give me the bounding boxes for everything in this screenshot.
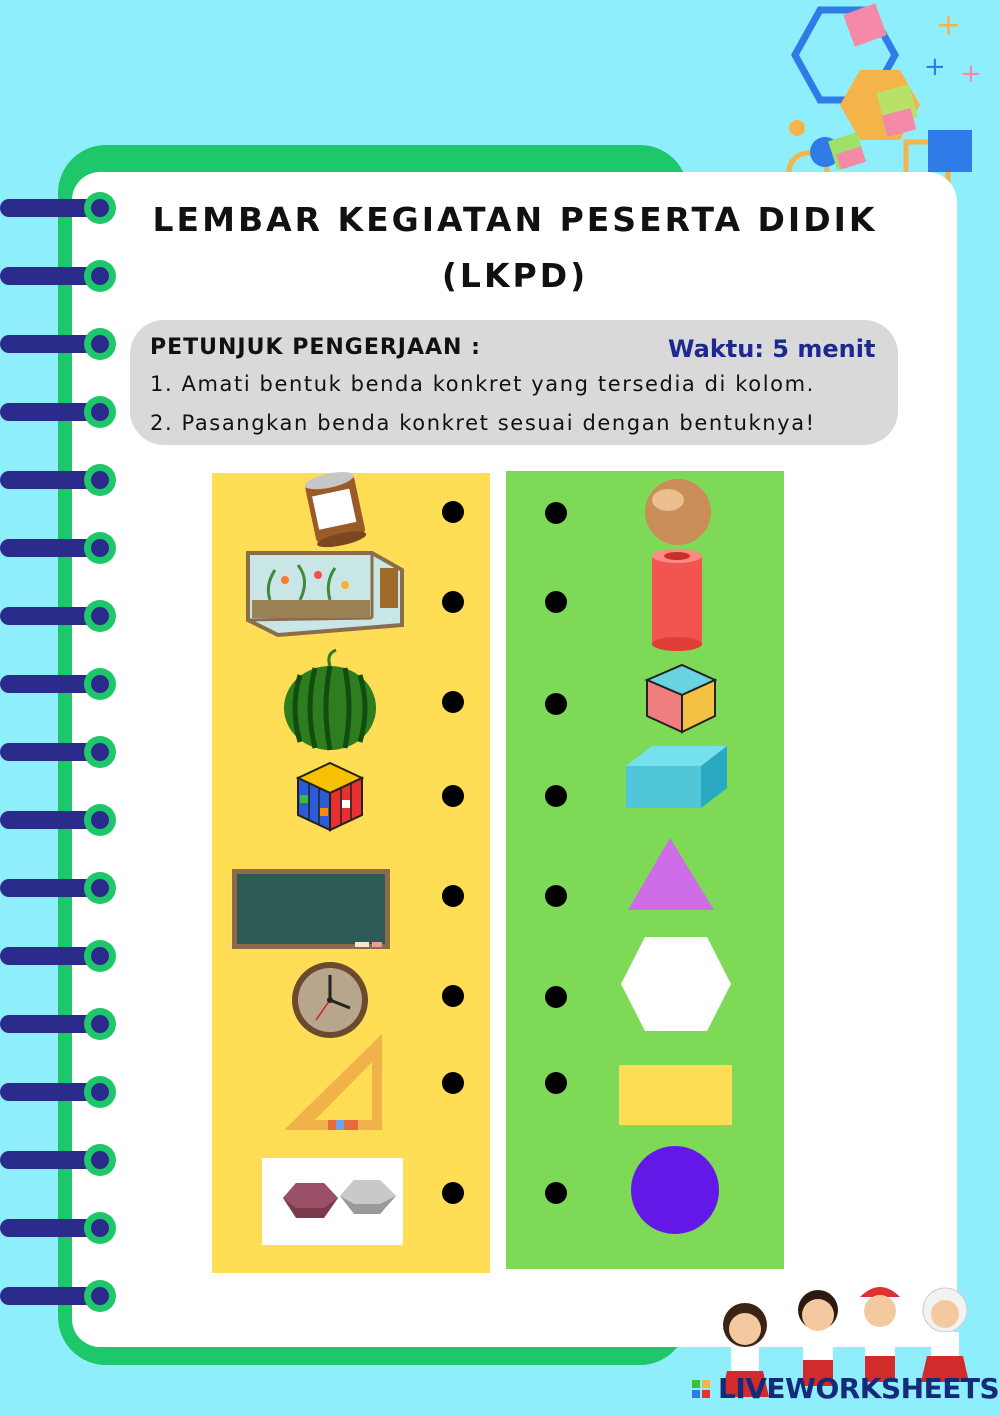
circle-shape (631, 1146, 719, 1234)
svg-text:+: + (936, 8, 962, 43)
spiral-hole-center (91, 267, 109, 285)
brand-label: LIVEWORKSHEETS (718, 1372, 999, 1405)
time-limit: Waktu: 5 menit (668, 335, 876, 363)
spiral-hole-center (91, 811, 109, 829)
rubiks-cube-image (298, 763, 362, 830)
left-dot-1[interactable] (442, 501, 464, 523)
page-title: LEMBAR KEGIATAN PESERTA DIDIK (152, 200, 878, 239)
left-dot-4[interactable] (442, 785, 464, 807)
spiral-hole-center (91, 403, 109, 421)
spiral-hole-center (91, 1151, 109, 1169)
liveworksheets-logo-icon (692, 1380, 710, 1398)
left-dot-6[interactable] (442, 985, 464, 1007)
spiral-hole-center (91, 1219, 109, 1237)
spiral-hole-center (91, 675, 109, 693)
right-dot-1[interactable] (545, 502, 567, 524)
instruction-step-2: 2. Pasangkan benda konkret sesuai dengan bentuknya! (150, 411, 816, 435)
spiral-hole-center (91, 879, 109, 897)
right-dot-2[interactable] (545, 591, 567, 613)
spiral-hole-center (91, 607, 109, 625)
left-dot-2[interactable] (442, 591, 464, 613)
svg-text:+: + (924, 52, 946, 82)
left-dot-5[interactable] (442, 885, 464, 907)
decorative-shapes (789, 3, 982, 191)
paving-block-image (262, 1158, 403, 1245)
left-dot-3[interactable] (442, 691, 464, 713)
page-subtitle: (LKPD) (441, 256, 589, 295)
right-dot-5[interactable] (545, 885, 567, 907)
spiral-hole-center (91, 539, 109, 557)
right-dot-7[interactable] (545, 1072, 567, 1094)
rectangle-shape (619, 1065, 732, 1125)
blackboard-image (232, 869, 390, 949)
spiral-hole-center (91, 199, 109, 217)
spiral-hole-center (91, 1083, 109, 1101)
cuboid-shape (626, 746, 727, 808)
spiral-hole-center (91, 743, 109, 761)
aquarium-image (248, 553, 402, 635)
cylinder-shape (652, 549, 702, 651)
instruction-step-1: 1. Amati bentuk benda konkret yang tersedia di kolom. (150, 372, 815, 396)
spiral-hole-center (91, 1287, 109, 1305)
right-column (506, 471, 784, 1269)
instruction-heading: PETUNJUK PENGERJAAN : (150, 335, 481, 360)
svg-text:+: + (960, 59, 982, 89)
left-dot-7[interactable] (442, 1072, 464, 1094)
wall-clock-image (292, 962, 368, 1038)
right-dot-6[interactable] (545, 986, 567, 1008)
right-dot-8[interactable] (545, 1182, 567, 1204)
left-dot-8[interactable] (442, 1182, 464, 1204)
spiral-hole-center (91, 335, 109, 353)
spiral-hole-center (91, 947, 109, 965)
right-dot-3[interactable] (545, 693, 567, 715)
sphere-shape (645, 479, 711, 545)
right-dot-4[interactable] (545, 785, 567, 807)
spiral-hole-center (91, 1015, 109, 1033)
spiral-hole-center (91, 471, 109, 489)
